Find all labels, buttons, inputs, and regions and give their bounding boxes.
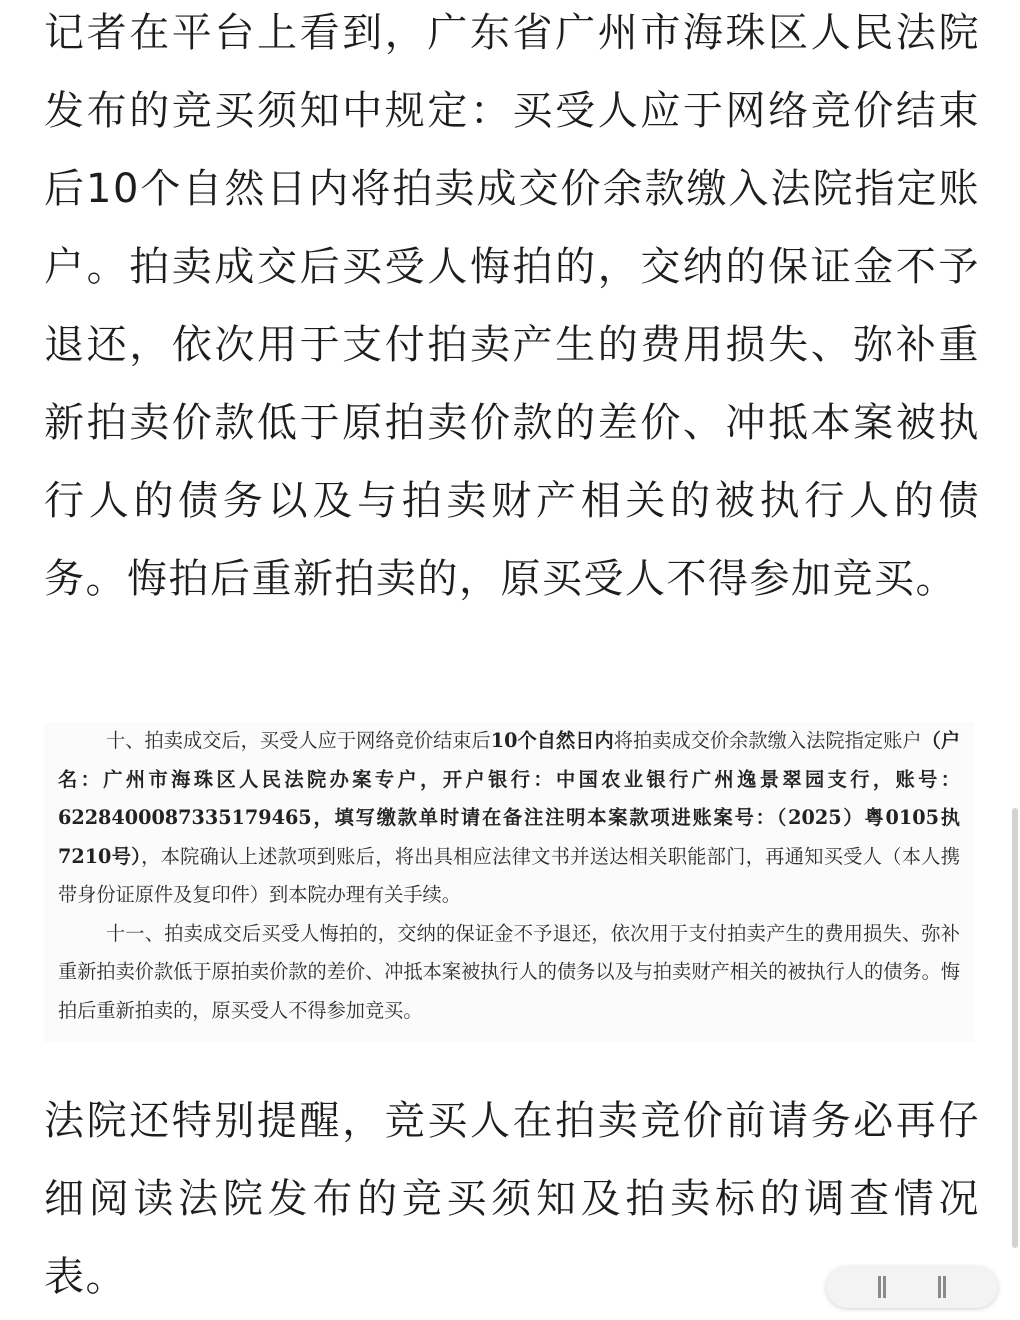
scrollbar-track[interactable] — [1012, 808, 1018, 1248]
pause-bars-icon — [878, 1276, 886, 1298]
clause-10-account-details: （户名：广州市海珠区人民法院办案专户，开户银行：中国农业银行广州逸景翠园支行，账号：6228400087335179465，填写缴款单时请在备注注明本案款项进账案号：（2025）粤0105执7210号） — [58, 729, 961, 868]
notice-document-image — [44, 722, 974, 1042]
clause-10 — [44, 722, 974, 915]
clause-10-suffix: ，本院确认上述款项到账后，将出具相应法律文书并送达相关职能部门，再通知买受人（本人携带身份证原件及复印件）到本院办理有关手续。 — [58, 844, 961, 906]
clause-11: 十一、拍卖成交后买受人悔拍的，交纳的保证金不予退还，依次用于支付拍卖产生的费用损失、弥补重新拍卖价款低于原拍卖价款的差价、冲抵本案被执行人的债务以及与拍卖财产相关的被执行人的债务。悔拍后重新拍卖的，原买受人不得参加竞买。 — [58, 921, 960, 1022]
article-paragraph-1: 记者在平台上看到，广东省广州市海珠区人民法院发布的竞买须知中规定：买受人应于网络竞价结束后10个自然日内将拍卖成交价余款缴入法院指定账户。拍卖成交后买受人悔拍的，交纳的保证金不予退还，依次用于支付拍卖产生的费用损失、弥补重新拍卖价款低于原拍卖价款的差价、冲抵本案被执行人的债务以及与拍卖财产相关的被执行人的债务。悔拍后重新拍卖的，原买受人不得参加竞买。 — [44, 10, 980, 602]
article-paragraph-2: 法院还特别提醒，竞买人在拍卖竞价前请务必再仔细阅读法院发布的竞买须知及拍卖标的调查情况表。 — [44, 1098, 980, 1300]
pause-bars-icon — [938, 1276, 946, 1298]
clause-10-middle: 将拍卖成交价余款缴入法院指定账户 — [613, 729, 922, 752]
floating-pill-button[interactable] — [826, 1266, 998, 1308]
scrollbar-thumb[interactable] — [1012, 808, 1018, 1248]
clause-10-prefix: 十、拍卖成交后，买受人应于网络竞价结束后 — [106, 729, 491, 752]
clause-10-deadline: 10个自然日内 — [490, 729, 614, 752]
